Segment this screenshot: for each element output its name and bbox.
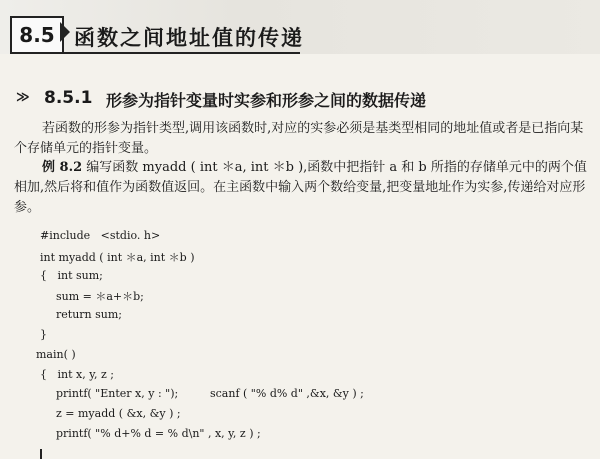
code-line: sum = ＊a+＊b; — [56, 290, 144, 303]
section-number: 8.5 — [10, 16, 64, 54]
code-line: { int x, y, z ; — [40, 368, 114, 381]
code-line: int myadd ( int ＊a, int ＊b ) — [40, 251, 195, 264]
code-line: scanf ( "% d% d" ,&x, &y ) ; — [210, 387, 364, 400]
brace-continuation — [40, 449, 42, 459]
section-title: 函数之间地址值的传递 — [74, 26, 304, 50]
example-paragraph — [14, 158, 590, 218]
example-text: 编写函数 myadd ( int ＊a, int ＊b ),函数中把指针 a 和 b 所指的存储单元中的两个值相加,然后将和值作为函数值返回。在主函数中输入两个数给变量,把变量地址作为实参,传递给对应形参。 — [14, 160, 587, 215]
subsection-number: 8.5.1 — [44, 88, 93, 108]
code-line: #include <stdio. h> — [40, 229, 161, 242]
code-line: printf( "Enter x, y : "); — [56, 387, 179, 400]
code-line: return sum; — [56, 308, 122, 321]
example-label: 例 8.2 — [42, 160, 83, 175]
double-arrow-icon: ≫ — [16, 90, 30, 105]
section-underline — [14, 52, 300, 54]
subsection-title: 形参为指针变量时实参和形参之间的数据传递 — [106, 91, 427, 110]
code-line: main( ) — [36, 348, 76, 361]
section-arrow-icon — [60, 22, 70, 42]
code-line: } — [40, 328, 47, 341]
code-line: { int sum; — [40, 269, 103, 282]
code-line: z = myadd ( &x, &y ) ; — [56, 407, 181, 420]
intro-paragraph: 若函数的形参为指针类型,调用该函数时,对应的实参必须是基类型相同的地址值或者是已指向某个存储单元的指针变量。 — [14, 121, 584, 156]
code-line: printf( "% d+% d = % d\n" , x, y, z ) ; — [56, 427, 261, 440]
